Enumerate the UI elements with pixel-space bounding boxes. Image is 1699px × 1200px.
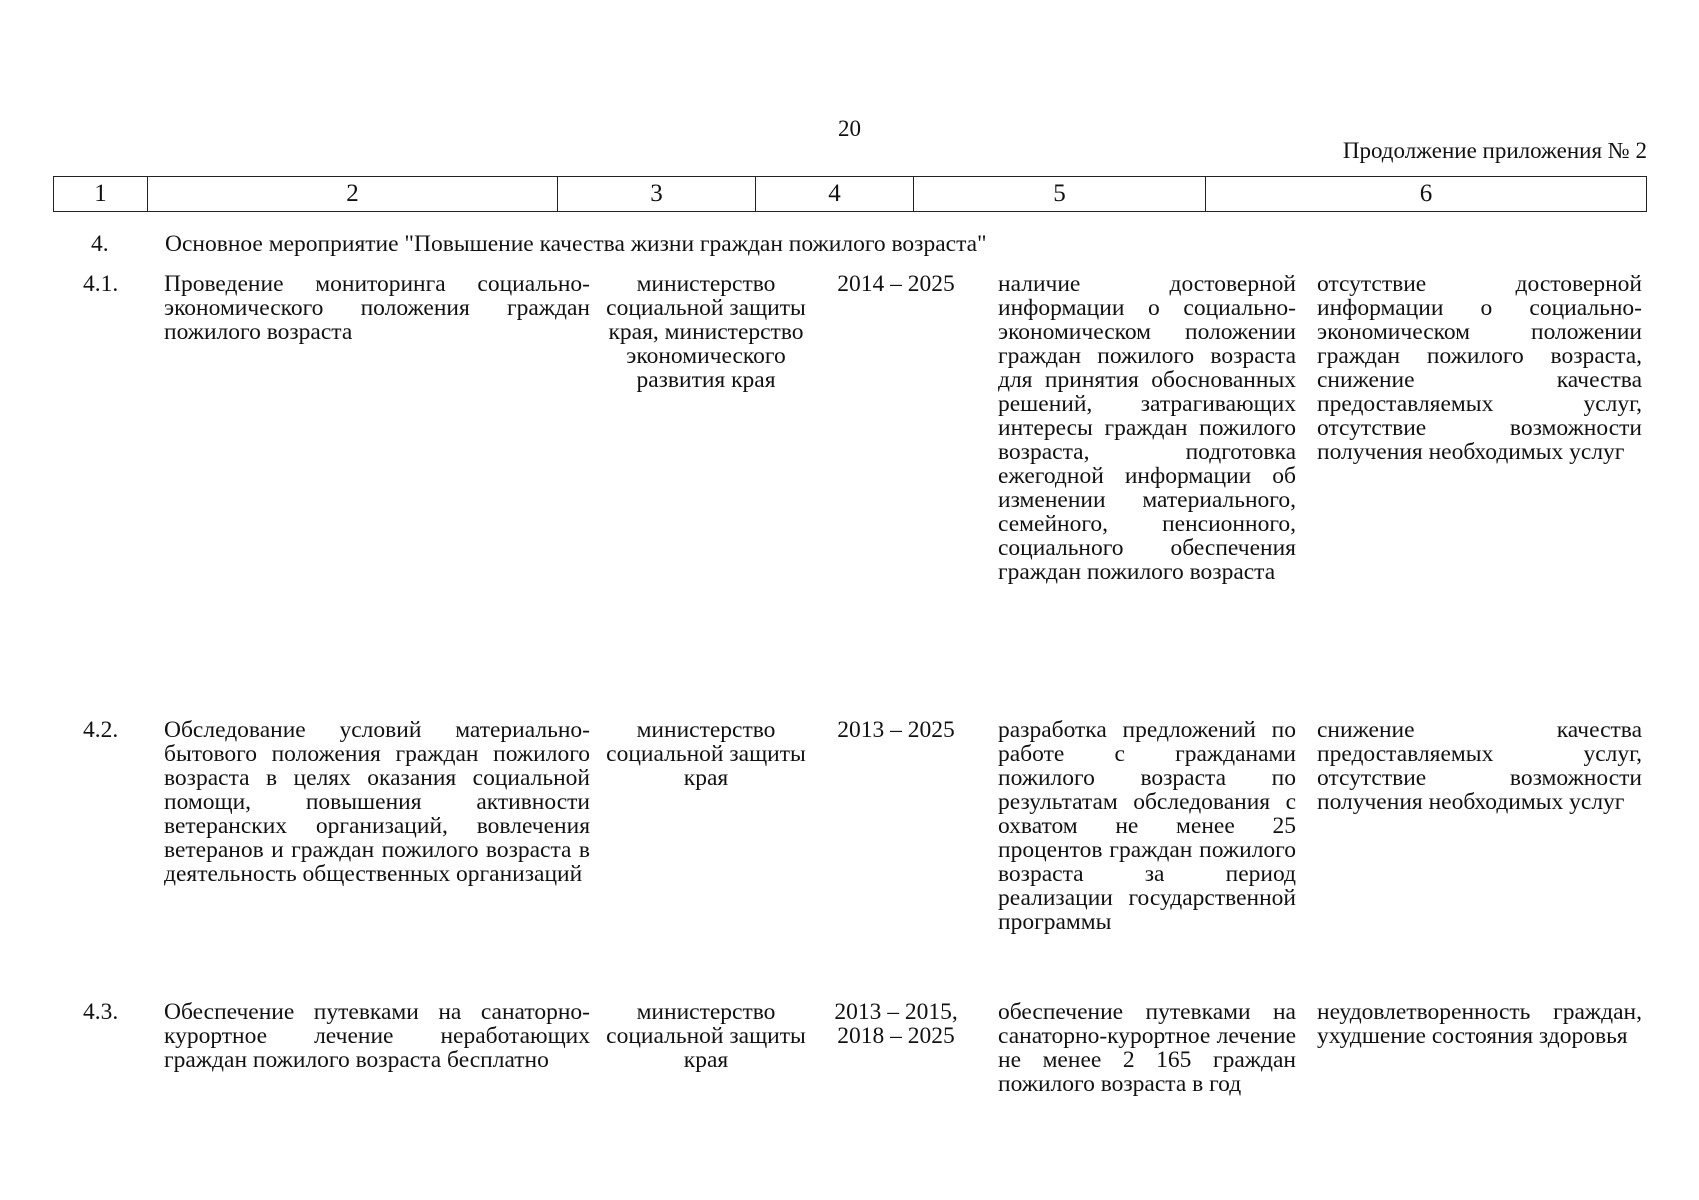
expected-result: разработка предложений по работе с гражданами пожилого возраста по результатам обследования с охватом не менее 25 процентов граждан пожилого возраста за период реализации государственной программы bbox=[998, 717, 1296, 935]
column-number-header bbox=[53, 176, 1647, 212]
period: 2014 – 2025 bbox=[837, 271, 955, 297]
period: 2013 – 2025 bbox=[837, 717, 955, 743]
period: 2013 – 2015, 2018 – 2025 bbox=[834, 999, 958, 1049]
row-number: 4.3. bbox=[83, 999, 119, 1025]
expected-result: наличие достоверной информации о социально-экономическом положении граждан пожилого возраста для принятия обоснованных решений, затрагивающих интересы граждан пожилого возраста, подготовка ежегодной информации об изменении материального, семейного, пенсионного, социального обеспечения граждан пожилого возраста bbox=[998, 271, 1296, 585]
appendix-continuation-label: Продолжение приложения № 2 bbox=[1342, 138, 1647, 163]
page-number: 20 bbox=[838, 116, 861, 141]
executor: министерство социальной защиты края bbox=[606, 717, 806, 791]
header-col-6: 6 bbox=[1206, 177, 1647, 212]
executor: министерство социальной защиты края bbox=[606, 999, 806, 1073]
consequence: снижение качества предоставляемых услуг, отсутствие возможности получения необходимых услуг bbox=[1317, 717, 1642, 815]
header-col-5: 5 bbox=[914, 177, 1206, 212]
activity-name: Проведение мониторинга социально-экономического положения граждан пожилого возраста bbox=[164, 271, 590, 345]
header-row bbox=[54, 177, 1647, 212]
header-col-3: 3 bbox=[558, 177, 756, 212]
consequence: отсутствие достоверной информации о социально-экономическом положении граждан пожилого возраста, снижение качества предоставляемых услуг, отсутствие возможности получения необходимых услуг bbox=[1317, 271, 1642, 465]
section-title: Основное мероприятие "Повышение качества жизни граждан пожилого возраста" bbox=[165, 231, 987, 257]
header-col-2: 2 bbox=[148, 177, 558, 212]
header-col-4: 4 bbox=[756, 177, 914, 212]
executor: министерство социальной защиты края, министерство экономического развития края bbox=[606, 271, 806, 393]
section-number: 4. bbox=[91, 231, 109, 257]
activity-name: Обеспечение путевками на санаторно-курортное лечение неработающих граждан пожилого возраста бесплатно bbox=[164, 999, 590, 1073]
header-col-1: 1 bbox=[54, 177, 148, 212]
activity-name: Обследование условий материально-бытового положения граждан пожилого возраста в целях оказания социальной помощи, повышения активности ветеранских организаций, вовлечения ветеранов и граждан пожилого возраста в деятельность общественных организаций bbox=[164, 717, 590, 887]
row-number: 4.1. bbox=[83, 271, 119, 297]
expected-result: обеспечение путевками на санаторно-курортное лечение не менее 2 165 граждан пожилого возраста в год bbox=[998, 999, 1296, 1097]
consequence: неудовлетворенность граждан, ухудшение состояния здоровья bbox=[1317, 999, 1642, 1049]
row-number: 4.2. bbox=[83, 717, 119, 743]
